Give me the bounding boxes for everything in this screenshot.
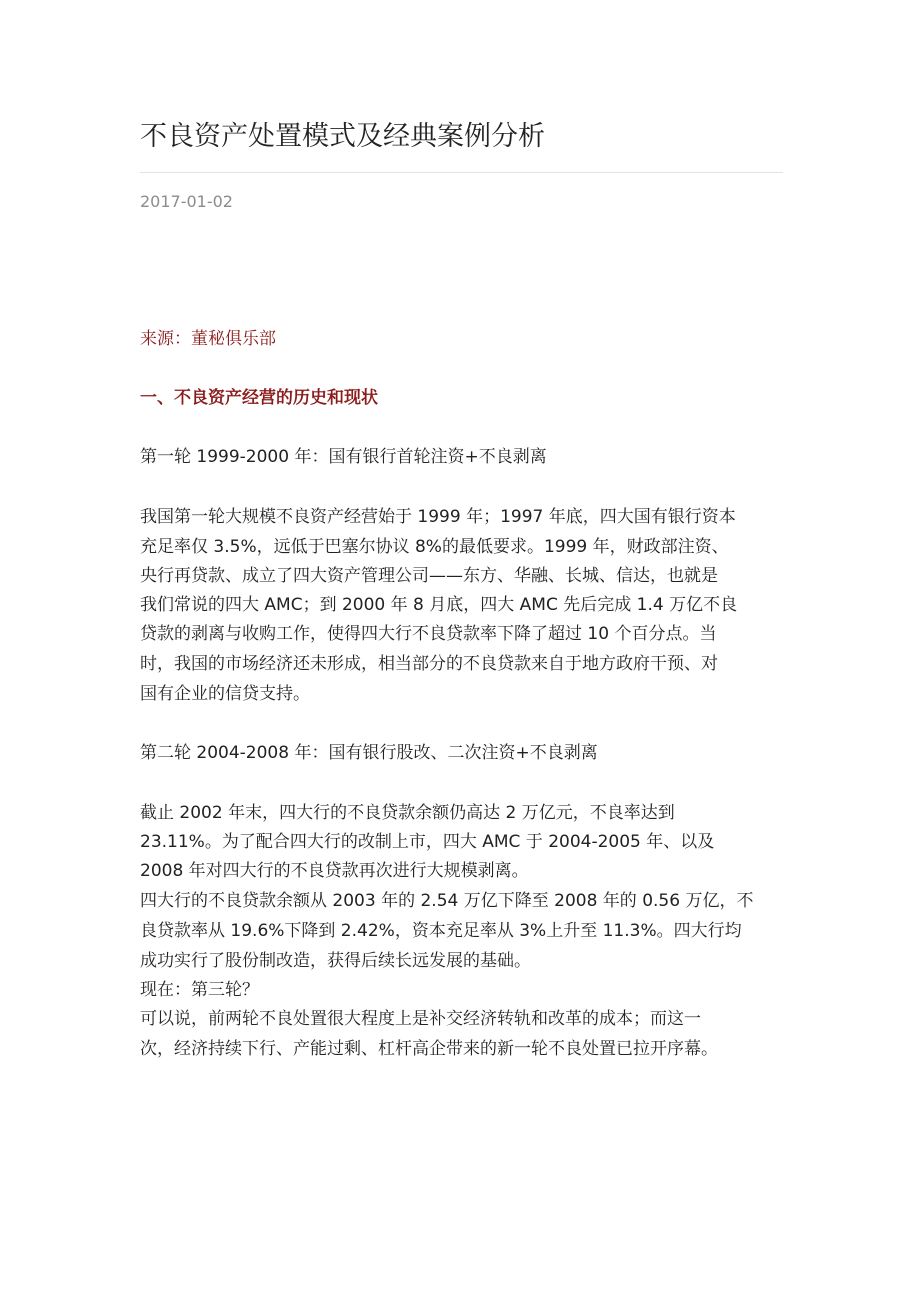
- paragraph-line: 可以说，前两轮不良处置很大程度上是补交经济转轨和改革的成本；而这一: [140, 1009, 701, 1029]
- round1-heading: 第一轮 1999-2000 年：国有银行首轮注资+不良剥离: [140, 447, 547, 467]
- paragraph-line: 贷款的剥离与收购工作，使得四大行不良贷款率下降了超过 10 个百分点。当: [140, 624, 717, 644]
- round2-heading: 第二轮 2004-2008 年：国有银行股改、二次注资+不良剥离: [140, 743, 598, 763]
- section-heading: 一、不良资产经营的历史和现状: [140, 388, 378, 408]
- source-line: 来源：董秘俱乐部: [140, 329, 276, 349]
- paragraph-line: 次，经济持续下行、产能过剩、杠杆高企带来的新一轮不良处置已拉开序幕。: [140, 1039, 718, 1059]
- paragraph-line: 良贷款率从 19.6%下降到 2.42%，资本充足率从 3%上升至 11.3%。四大行均: [140, 921, 742, 941]
- paragraph-line: 现在：第三轮？: [140, 980, 259, 1000]
- paragraph-line: 四大行的不良贷款余额从 2003 年的 2.54 万亿下降至 2008 年的 0.56 万亿，不: [140, 891, 754, 911]
- paragraph-line: 充足率仅 3.5%，远低于巴塞尔协议 8%的最低要求。1999 年，财政部注资、: [140, 537, 729, 557]
- publish-date: 2017-01-02: [140, 192, 233, 211]
- paragraph-line: 国有企业的信贷支持。: [140, 684, 310, 704]
- paragraph-line: 成功实行了股份制改造，获得后续长远发展的基础。: [140, 951, 531, 971]
- paragraph-line: 23.11%。为了配合四大行的改制上市，四大 AMC 于 2004-2005 年、以及: [140, 832, 715, 852]
- paragraph-line: 我们常说的四大 AMC；到 2000 年 8 月底，四大 AMC 先后完成 1.4 万亿不良: [140, 595, 738, 615]
- paragraph-line: 央行再贷款、成立了四大资产管理公司——东方、华融、长城、信达，也就是: [140, 566, 718, 586]
- title-divider: [140, 172, 783, 173]
- paragraph-line: 截止 2002 年末，四大行的不良贷款余额仍高达 2 万亿元，不良率达到: [140, 803, 675, 823]
- article-title: 不良资产处置模式及经典案例分析: [140, 121, 545, 152]
- paragraph-line: 我国第一轮大规模不良资产经营始于 1999 年；1997 年底，四大国有银行资本: [140, 507, 736, 527]
- paragraph-line: 2008 年对四大行的不良贷款再次进行大规模剥离。: [140, 861, 529, 881]
- paragraph-line: 时，我国的市场经济还未形成，相当部分的不良贷款来自于地方政府干预、对: [140, 654, 718, 674]
